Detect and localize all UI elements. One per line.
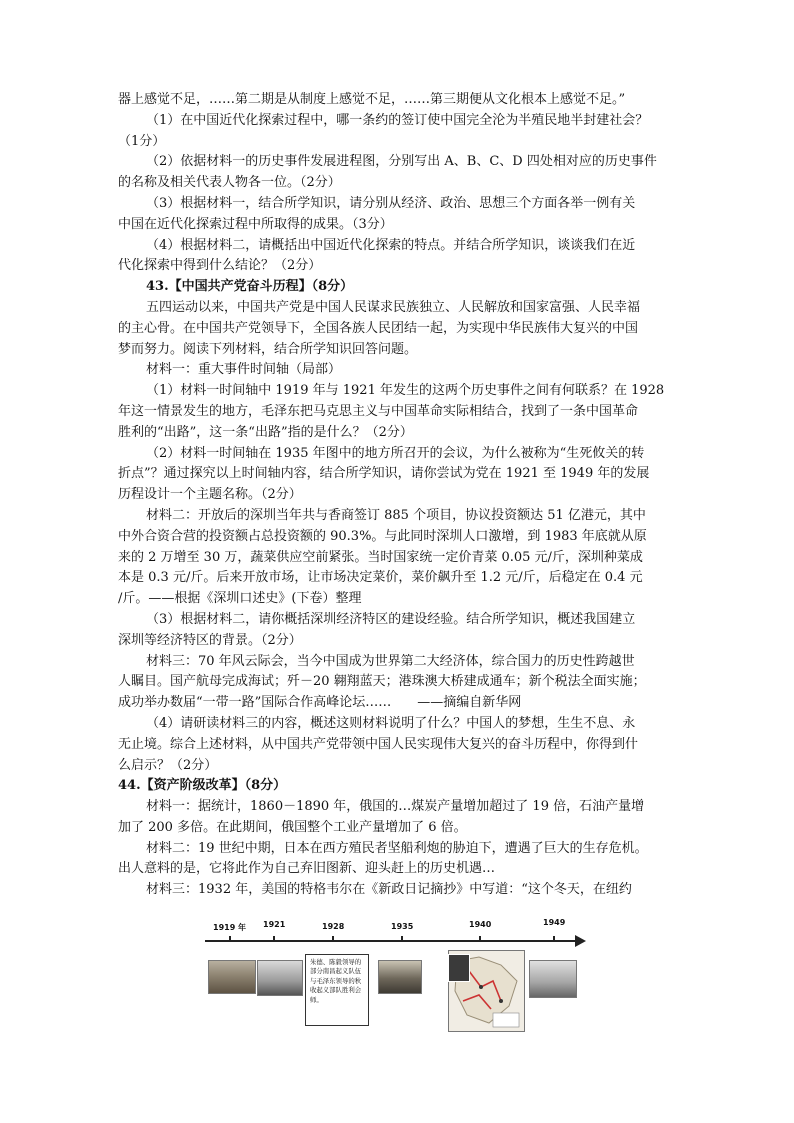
year-label: 1940 xyxy=(469,920,492,929)
boat-photo xyxy=(257,960,303,996)
document-text xyxy=(118,90,688,901)
section-heading-44: 44.【资产阶级改革】（8分） xyxy=(118,778,287,794)
question-line: （3）根据材料一，结合所学知识，请分别从经济、政治、思想三个方面各举一例有关 xyxy=(146,195,636,211)
event-timeline xyxy=(205,910,595,1030)
material-line: 本是 0.3 元/斤。后来开放市场，让市场决定菜价，菜价飙升至 1.2 元/斤，后稳定在 0.4 元 xyxy=(118,570,643,586)
intro-line: 的主心骨。在中国共产党领导下，全国各族人民团结一起，为实现中华民族伟大复兴的中国 xyxy=(118,320,639,336)
year-label: 1949 xyxy=(543,918,566,927)
question-line: （3）根据材料二，请你概括深圳经济特区的建设经验。结合所学知识，概述我国建立 xyxy=(146,611,636,627)
question-line: 么启示？（2分） xyxy=(118,757,218,773)
material-line: 中外合资合营的投资额占总投资额的 90.3%。与此同时深圳人口激增，到 1983 年底就从原 xyxy=(118,528,647,544)
question-line: 历程设计一个主题名称。（2分） xyxy=(118,487,302,503)
material-line: 成功举办数届“一带一路”国际合作高峰论坛…… ——摘编自新华网 xyxy=(118,695,522,711)
question-line: （1分） xyxy=(118,133,166,149)
question-line: （1）在中国近代化探索过程中，哪一条约的签订使中国完全沦为半殖民地半封建社会？ xyxy=(146,112,649,128)
question-line: 胜利的“出路”，这一条“出路”指的是什么？（2分） xyxy=(118,424,413,440)
year-label: 1928 xyxy=(322,922,345,931)
question-line: 中国在近代化探索过程中所取得的成果。（3分） xyxy=(118,216,393,232)
question-line: 年这一情景发生的地方，毛泽东把马克思主义与中国革命实际相结合，找到了一条中国革命 xyxy=(118,403,639,419)
material-line: 来的 2 万增至 30 万，蔬菜供应空前紧张。当时国家统一定价青菜 0.05 元/斤，深圳种菜成 xyxy=(118,549,643,565)
question-line: 的名称及相关代表人物各一位。（2分） xyxy=(118,175,341,191)
material-line: 材料一：据统计，1860－1890 年，俄国的…煤炭产量增加超过了 19 倍，石油产量增 xyxy=(146,799,645,815)
question-line: （4）根据材料二，请概括出中国近代化探索的特点。并结合所学知识，谈谈我们在近 xyxy=(146,237,636,253)
may-fourth-photo xyxy=(208,960,256,994)
material-line: 人瞩目。国产航母完成海试；歼－20 翱翔蓝天；港珠澳大桥建成通车；新个税法全面实施； xyxy=(118,674,646,690)
question-line: （4）请研读材料三的内容，概述这则材料说明了什么？中国人的梦想，生生不息、永 xyxy=(146,715,636,731)
material-line: 加了 200 多倍。在此期间，俄国整个工业产量增加了 6 倍。 xyxy=(118,819,467,835)
arrow-icon xyxy=(575,935,586,947)
year-label: 1935 xyxy=(391,922,414,931)
material-line: /斤。——根据《深圳口述史》(下卷）整理 xyxy=(118,591,362,607)
river-crossing-photo xyxy=(529,960,577,998)
zunyi-building-photo xyxy=(378,960,422,994)
intro-line: 五四运动以来，中国共产党是中国人民谋求民族独立、人民解放和国家富强、人民幸福 xyxy=(146,299,641,315)
material-line: 出人意料的是，它将此作为自己弃旧图新、迎头赶上的历史机遇… xyxy=(118,861,496,877)
timeline-axis xyxy=(205,940,577,942)
question-line: （1）材料一时间轴中 1919 年与 1921 年发生的这两个历史事件之间有何联系？在 1928 xyxy=(146,383,665,399)
year-label: 1921 xyxy=(263,920,286,929)
year-label: 1919 年 xyxy=(213,923,247,932)
question-line: 折点”？通过探究以上时间轴内容，结合所学知识，请你尝试为党在 1921 至 1949 年的发展 xyxy=(118,466,650,482)
question-line: 深圳等经济特区的背景。（2分） xyxy=(118,632,302,648)
question-line: 代化探索中得到什么结论？（2分） xyxy=(118,258,322,274)
question-line: （2）材料一时间轴在 1935 年图中的地方所召开的会议，为什么被称为“生死攸关的转 xyxy=(146,445,645,461)
section-heading-43: 43.【中国共产党奋斗历程】（8分） xyxy=(146,279,354,295)
intro-line: 梦而努力。阅读下列材料，结合所学知识回答问题。 xyxy=(118,341,418,357)
material-line: 材料二：开放后的深圳当年共与香商签订 885 个项目，协议投资额达 51 亿港元，其中 xyxy=(146,507,646,523)
text-line: 器上感觉不足，……第二期是从制度上感觉不足，……第三期便从文化根本上感觉不足。” xyxy=(118,92,626,107)
question-line: （2）依据材料一的历史事件发展进程图，分别写出 A、B、C、D 四处相对应的历史事件 xyxy=(146,154,657,170)
material-line: 材料三：1932 年，美国的特格韦尔在《新政日记摘抄》中写道：“这个冬天，在纽约 xyxy=(146,882,632,898)
material-heading: 材料一：重大事件时间轴（局部） xyxy=(146,362,342,378)
question-line: 无止境。综合上述材料，从中国共产党带领中国人民实现伟大复兴的奋斗历程中，你得到什 xyxy=(118,736,639,752)
material-line: 材料二：19 世纪中期，日本在西方殖民者坚船利炮的胁迫下，遭遇了巨大的生存危机。 xyxy=(146,840,648,856)
jinggangshan-note: 朱德、陈毅领导的部分南昌起义队伍与毛泽东领导的秋收起义部队胜利会师。 xyxy=(305,954,369,1026)
portrait-photo xyxy=(448,954,470,982)
material-line: 材料三：70 年风云际会，当今中国成为世界第二大经济体，综合国力的历史性跨越世 xyxy=(146,653,635,669)
